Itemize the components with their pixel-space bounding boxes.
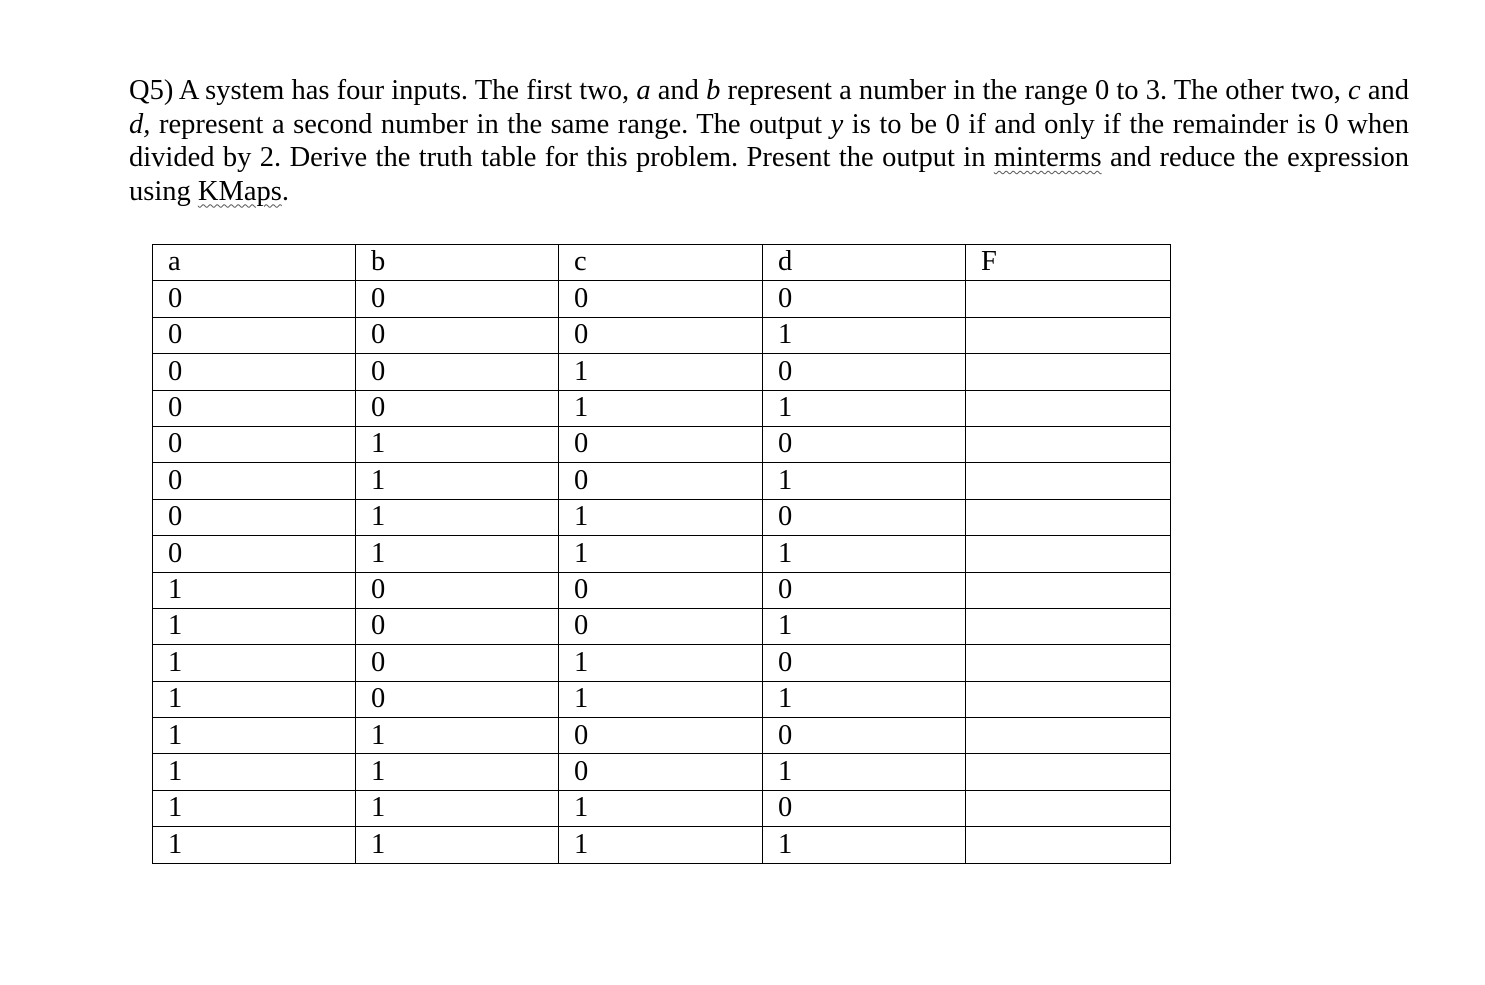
cell-f[interactable]: [966, 281, 1171, 317]
variable-b: b: [706, 75, 721, 106]
cell-b: 0: [356, 608, 559, 644]
cell-b: 0: [356, 281, 559, 317]
cell-b: 1: [356, 463, 559, 499]
cell-f[interactable]: [966, 463, 1171, 499]
variable-d: d,: [129, 108, 151, 140]
question-text-part: Q5) A system has four inputs. The first two,: [129, 75, 637, 106]
cell-c: 1: [559, 790, 763, 826]
cell-a: 0: [153, 463, 356, 499]
cell-a: 1: [153, 827, 356, 863]
cell-d: 1: [763, 754, 966, 790]
cell-a: 1: [153, 572, 356, 608]
spellcheck-word-kmaps: KMaps: [197, 175, 282, 207]
cell-f[interactable]: [966, 499, 1171, 535]
cell-c: 0: [559, 317, 763, 353]
cell-f[interactable]: [966, 790, 1171, 826]
cell-d: 1: [763, 608, 966, 644]
cell-a: 1: [153, 718, 356, 754]
table-row: [153, 536, 1171, 572]
cell-d: 1: [763, 536, 966, 572]
cell-b: 1: [356, 790, 559, 826]
variable-c: c: [1348, 75, 1361, 106]
cell-c: 1: [559, 536, 763, 572]
variable-a: a: [636, 75, 651, 106]
cell-d: 0: [763, 426, 966, 462]
cell-f[interactable]: [966, 354, 1171, 390]
cell-f[interactable]: [966, 317, 1171, 353]
cell-b: 1: [356, 426, 559, 462]
table-row: [153, 317, 1171, 353]
cell-f[interactable]: [966, 390, 1171, 426]
cell-d: 1: [763, 681, 966, 717]
table-row: [153, 718, 1171, 754]
header-a: a: [153, 245, 356, 281]
cell-a: 0: [153, 536, 356, 572]
cell-a: 0: [153, 426, 356, 462]
cell-f[interactable]: [966, 827, 1171, 863]
cell-b: 1: [356, 718, 559, 754]
header-d: d: [763, 245, 966, 281]
cell-c: 1: [559, 390, 763, 426]
cell-d: 1: [763, 390, 966, 426]
table-row: [153, 354, 1171, 390]
cell-d: 0: [763, 645, 966, 681]
cell-b: 1: [356, 827, 559, 863]
question-text-part: is to be 0 if and only if the remainder is 0 when divided by 2. Derive the truth table for this problem. Present the output in: [129, 108, 1409, 173]
cell-d: 0: [763, 281, 966, 317]
cell-a: 0: [153, 281, 356, 317]
cell-d: 0: [763, 718, 966, 754]
table-row: [153, 608, 1171, 644]
cell-c: 1: [559, 499, 763, 535]
table-row: [153, 681, 1171, 717]
header-c: c: [559, 245, 763, 281]
cell-b: 0: [356, 354, 559, 390]
header-row: [153, 245, 1171, 281]
cell-d: 1: [763, 827, 966, 863]
cell-a: 0: [153, 390, 356, 426]
cell-f[interactable]: [966, 718, 1171, 754]
cell-b: 0: [356, 681, 559, 717]
question-text-part: and: [650, 75, 707, 106]
truth-table: [152, 244, 1171, 864]
cell-d: 0: [763, 790, 966, 826]
cell-f[interactable]: [966, 536, 1171, 572]
cell-c: 0: [559, 754, 763, 790]
cell-c: 1: [559, 645, 763, 681]
question-text-part: and reduce the expression using: [129, 142, 1409, 207]
header-f: F: [966, 245, 1171, 281]
cell-c: 1: [559, 681, 763, 717]
cell-a: 1: [153, 754, 356, 790]
cell-c: 0: [559, 281, 763, 317]
cell-c: 1: [559, 827, 763, 863]
cell-d: 1: [763, 317, 966, 353]
table-row: [153, 645, 1171, 681]
question-text-part: represent a number in the range 0 to 3. The other two,: [720, 75, 1349, 106]
table-row: [153, 572, 1171, 608]
cell-d: 0: [763, 354, 966, 390]
cell-a: 0: [153, 499, 356, 535]
cell-f[interactable]: [966, 645, 1171, 681]
cell-c: 0: [559, 463, 763, 499]
cell-d: 0: [763, 499, 966, 535]
cell-f[interactable]: [966, 681, 1171, 717]
cell-a: 0: [153, 317, 356, 353]
cell-c: 0: [559, 572, 763, 608]
cell-b: 1: [356, 536, 559, 572]
table-row: [153, 390, 1171, 426]
table-row: [153, 463, 1171, 499]
cell-b: 1: [356, 754, 559, 790]
cell-c: 1: [559, 354, 763, 390]
cell-f[interactable]: [966, 608, 1171, 644]
cell-d: 1: [763, 463, 966, 499]
cell-a: 0: [153, 354, 356, 390]
cell-c: 0: [559, 426, 763, 462]
cell-c: 0: [559, 608, 763, 644]
table-row: [153, 754, 1171, 790]
truth-table-body: [153, 281, 1171, 863]
cell-b: 0: [356, 572, 559, 608]
question-text-part: represent a second number in the same range. The output: [150, 108, 831, 140]
spellcheck-word-minterms: minterms: [993, 142, 1102, 173]
cell-b: 0: [356, 390, 559, 426]
table-row: [153, 281, 1171, 317]
table-row: [153, 426, 1171, 462]
cell-f[interactable]: [966, 572, 1171, 608]
cell-c: 0: [559, 718, 763, 754]
cell-f[interactable]: [966, 754, 1171, 790]
question-text: [129, 74, 1409, 208]
header-b: b: [356, 245, 559, 281]
question-text-part: and: [1360, 75, 1409, 106]
question-text-part: .: [281, 175, 289, 207]
variable-y: y: [830, 108, 844, 140]
cell-a: 1: [153, 645, 356, 681]
cell-d: 0: [763, 572, 966, 608]
cell-a: 1: [153, 790, 356, 826]
cell-f[interactable]: [966, 426, 1171, 462]
cell-b: 0: [356, 645, 559, 681]
table-row: [153, 790, 1171, 826]
table-row: [153, 499, 1171, 535]
table-row: [153, 827, 1171, 863]
cell-a: 1: [153, 608, 356, 644]
cell-a: 1: [153, 681, 356, 717]
cell-b: 1: [356, 499, 559, 535]
cell-b: 0: [356, 317, 559, 353]
